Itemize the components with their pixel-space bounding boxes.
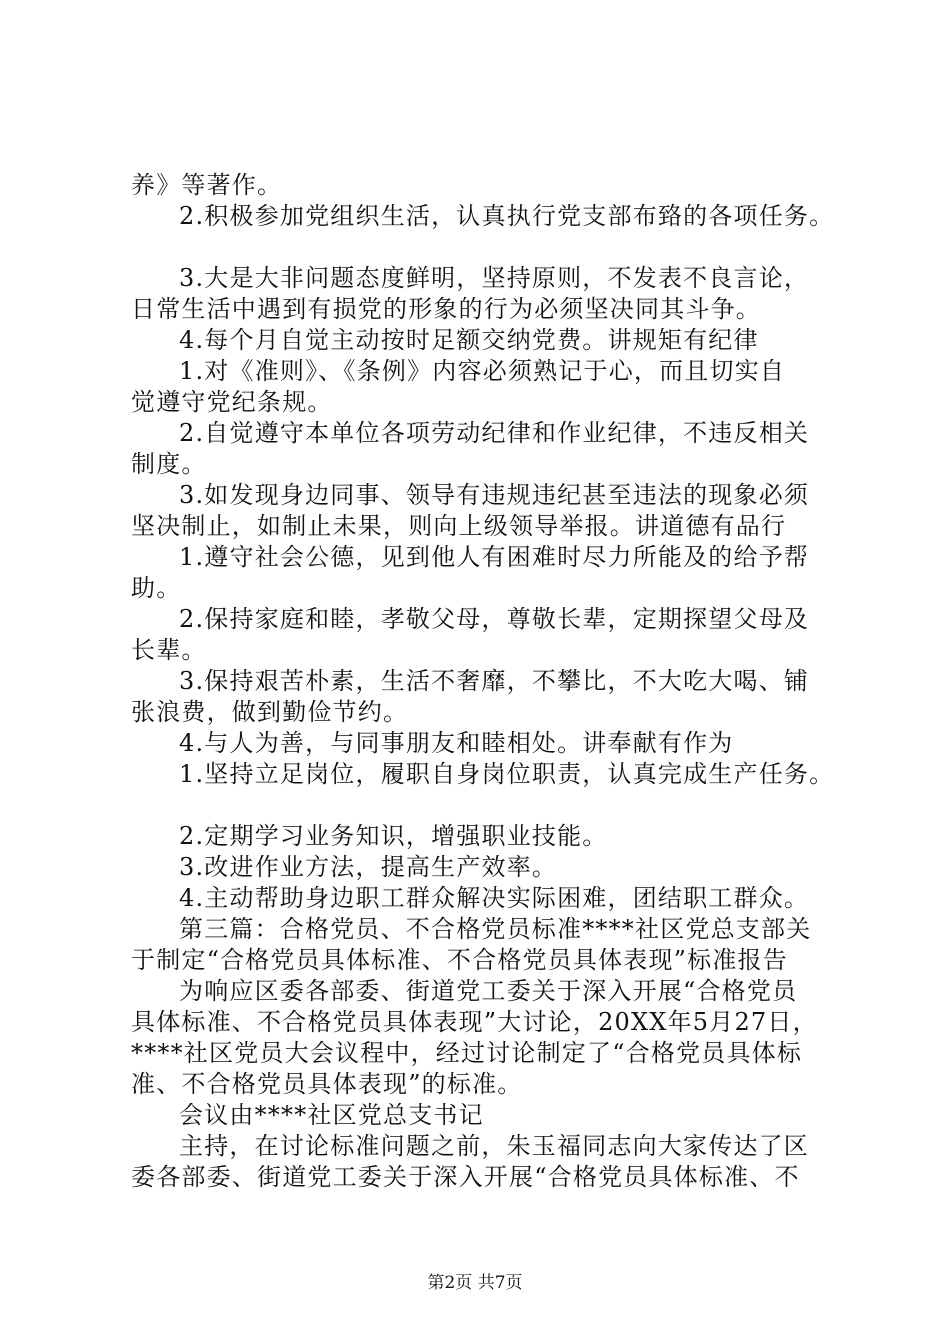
text-line: 2.保持家庭和睦，孝敬父母，尊敬长辈，定期探望父母及 bbox=[179, 605, 810, 633]
text-line: 3.如发现身边同事、领导有违规违纪甚至违法的现象必须 bbox=[179, 481, 810, 509]
text-line: 为响应区委各部委、街道党工委关于深入开展“合格党员 bbox=[179, 977, 798, 1005]
text-line: 长辈。 bbox=[131, 636, 207, 664]
text-line: 主持，在讨论标准问题之前，朱玉福同志向大家传达了区 bbox=[179, 1132, 809, 1160]
text-line: 第三篇：合格党员、不合格党员标准****社区党总支部关 bbox=[179, 915, 812, 943]
text-line: 4.与人为善，与同事朋友和睦相处。讲奉献有作为 bbox=[179, 729, 734, 757]
text-line: 准、不合格党员具体表现”的标准。 bbox=[131, 1070, 523, 1098]
text-line: ****社区党员大会议程中，经过讨论制定了“合格党员具体标 bbox=[131, 1039, 803, 1067]
page-footer: 第2页 共7页 bbox=[427, 1273, 523, 1293]
text-line: 张浪费，做到勤俭节约。 bbox=[131, 698, 409, 726]
text-line: 具体标准、不合格党员具体表现”大讨论，20XX年5月27日， bbox=[131, 1008, 818, 1036]
text-line: 1.坚持立足岗位，履职自身岗位职责，认真完成生产任务。 bbox=[179, 760, 835, 788]
text-line: 坚决制止，如制止未果，则向上级领导举报。讲道德有品行 bbox=[131, 512, 787, 540]
blank-line bbox=[131, 790, 851, 821]
text-line: 制度。 bbox=[131, 450, 207, 478]
text-line: 委各部委、街道党工委关于深入开展“合格党员具体标准、不 bbox=[131, 1163, 800, 1191]
blank-line bbox=[131, 232, 851, 263]
text-line: 养》等著作。 bbox=[131, 171, 283, 199]
text-line: 3.改进作业方法，提高生产效率。 bbox=[179, 853, 558, 881]
text-line: 2.自觉遵守本单位各项劳动纪律和作业纪律，不违反相关 bbox=[179, 419, 810, 447]
text-line: 3.大是大非问题态度鲜明，坚持原则，不发表不良言论， bbox=[179, 264, 810, 292]
text-line: 2.积极参加党组织生活，认真执行党支部布臵的各项任务。 bbox=[179, 202, 835, 230]
text-line: 于制定“合格党员具体标准、不合格党员具体表现”标准报告 bbox=[131, 946, 788, 974]
text-line: 3.保持艰苦朴素，生活不奢靡，不攀比，不大吃大喝、铺 bbox=[179, 667, 810, 695]
text-line: 助。 bbox=[131, 574, 182, 602]
body-text bbox=[131, 170, 851, 1193]
text-line: 1.对《准则》、《条例》内容必须熟记于心，而且切实自 bbox=[179, 357, 786, 385]
text-line: 觉遵守党纪条规。 bbox=[131, 388, 333, 416]
text-line: 4.每个月自觉主动按时足额交纳党费。讲规矩有纪律 bbox=[179, 326, 759, 354]
text-line: 1.遵守社会公德，见到他人有困难时尽力所能及的给予帮 bbox=[179, 543, 810, 571]
text-line: 2.定期学习业务知识，增强职业技能。 bbox=[179, 822, 608, 850]
text-line: 日常生活中遇到有损党的形象的行为必须坚决同其斗争。 bbox=[131, 295, 761, 323]
text-line: 会议由****社区党总支书记 bbox=[179, 1101, 484, 1129]
text-line: 4.主动帮助身边职工群众解决实际困难，团结职工群众。 bbox=[179, 884, 810, 912]
